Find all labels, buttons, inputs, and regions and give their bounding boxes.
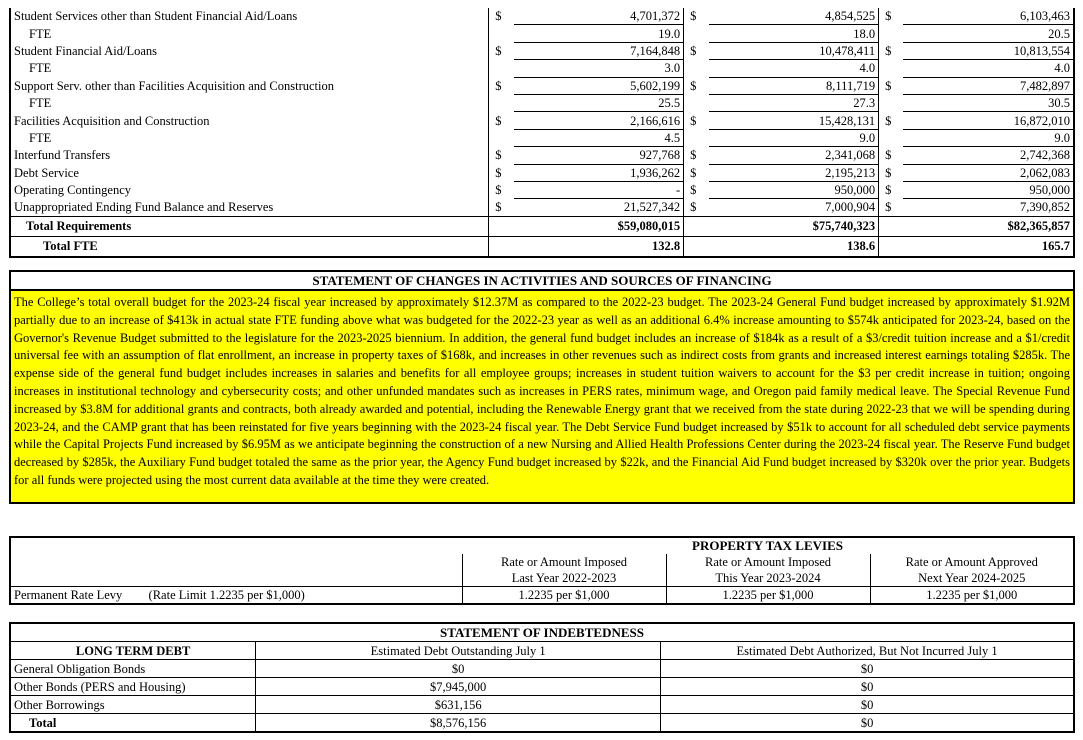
approved-2024-value: 2,742,368 xyxy=(903,147,1074,164)
total-requirements-value: $59,080,015 xyxy=(514,216,684,236)
adopted-2023-value: 4.0 xyxy=(709,60,879,77)
currency-symbol xyxy=(684,25,709,42)
spacer xyxy=(879,236,904,257)
levies-header-last-year-1: Rate or Amount Imposed xyxy=(462,554,666,570)
actual-2022-value: 19.0 xyxy=(514,25,684,42)
row-label: Unappropriated Ending Fund Balance and Reserves xyxy=(10,199,489,216)
approved-2024-value: 950,000 xyxy=(903,181,1074,198)
adopted-2023-value: 15,428,131 xyxy=(709,112,879,129)
approved-2024-value: 30.5 xyxy=(903,94,1074,111)
approved-2024-value: 4.0 xyxy=(903,60,1074,77)
currency-symbol: $ xyxy=(690,183,697,198)
row-label: Student Services other than Student Financial Aid/Loans xyxy=(10,8,489,25)
currency-symbol: $ xyxy=(495,165,502,180)
currency-symbol: $ xyxy=(885,148,892,163)
levies-row-name: Permanent Rate Levy xyxy=(14,588,123,602)
budget-line-row xyxy=(10,164,1074,181)
spacer xyxy=(879,216,904,236)
actual-2022-value: 927,768 xyxy=(514,147,684,164)
levies-value-last-year: 1.2235 per $1,000 xyxy=(462,587,666,605)
debt-total-label: Total xyxy=(10,714,256,733)
total-fte-value: 165.7 xyxy=(903,236,1074,257)
budget-line-row xyxy=(10,77,1074,94)
currency-symbol: $ xyxy=(690,165,697,180)
approved-2024-value: 6,103,463 xyxy=(903,8,1074,25)
levies-value-next-year: 1.2235 per $1,000 xyxy=(870,587,1074,605)
currency-symbol xyxy=(489,25,514,42)
currency-symbol xyxy=(879,60,904,77)
row-label: FTE xyxy=(10,129,489,146)
row-label: Interfund Transfers xyxy=(10,147,489,164)
budget-table xyxy=(9,8,1075,258)
debt-row-authorized: $0 xyxy=(661,696,1074,714)
actual-2022-value: 5,602,199 xyxy=(514,77,684,94)
actual-2022-value: 2,166,616 xyxy=(514,112,684,129)
adopted-2023-value: 2,195,213 xyxy=(709,164,879,181)
approved-2024-value: 9.0 xyxy=(903,129,1074,146)
currency-symbol xyxy=(684,94,709,111)
row-label: FTE xyxy=(10,25,489,42)
debt-total-outstanding: $8,576,156 xyxy=(256,714,661,733)
total-fte-label: Total FTE xyxy=(10,236,489,257)
adopted-2023-value: 10,478,411 xyxy=(709,42,879,59)
adopted-2023-value: 7,000,904 xyxy=(709,199,879,216)
debt-row-outstanding: $631,156 xyxy=(256,696,661,714)
actual-2022-value: - xyxy=(514,181,684,198)
currency-symbol xyxy=(489,60,514,77)
fte-row xyxy=(10,25,1074,42)
fte-row xyxy=(10,60,1074,77)
approved-2024-value: 2,062,083 xyxy=(903,164,1074,181)
budget-line-row xyxy=(10,42,1074,59)
debt-title: STATEMENT OF INDEBTEDNESS xyxy=(440,624,644,640)
actual-2022-value: 4,701,372 xyxy=(514,8,684,25)
currency-symbol xyxy=(489,129,514,146)
actual-2022-value: 7,164,848 xyxy=(514,42,684,59)
currency-symbol: $ xyxy=(885,43,892,58)
currency-symbol: $ xyxy=(885,78,892,93)
approved-2024-value: 20.5 xyxy=(903,25,1074,42)
row-label: Student Financial Aid/Loans xyxy=(10,42,489,59)
debt-header-long-term: LONG TERM DEBT xyxy=(10,642,256,660)
actual-2022-value: 4.5 xyxy=(514,129,684,146)
currency-symbol: $ xyxy=(885,165,892,180)
debt-row-label: Other Borrowings xyxy=(10,696,256,714)
levies-row-label xyxy=(10,587,462,605)
currency-symbol: $ xyxy=(690,200,697,215)
currency-symbol xyxy=(879,129,904,146)
currency-symbol: $ xyxy=(495,183,502,198)
currency-symbol: $ xyxy=(495,9,502,24)
spacer xyxy=(489,236,514,257)
total-fte-value: 138.6 xyxy=(709,236,879,257)
adopted-2023-value: 4,854,525 xyxy=(709,8,879,25)
currency-symbol: $ xyxy=(885,183,892,198)
row-label: Support Serv. other than Facilities Acquisition and Construction xyxy=(10,77,489,94)
fte-row xyxy=(10,129,1074,146)
levies-row-note: (Rate Limit 1.2235 per $1,000) xyxy=(148,588,305,602)
debt-row-authorized: $0 xyxy=(661,678,1074,696)
currency-symbol: $ xyxy=(495,78,502,93)
budget-line-row xyxy=(10,181,1074,198)
budget-line-row xyxy=(10,8,1074,25)
currency-symbol xyxy=(684,60,709,77)
approved-2024-value: 10,813,554 xyxy=(903,42,1074,59)
actual-2022-value: 21,527,342 xyxy=(514,199,684,216)
budget-line-row xyxy=(10,112,1074,129)
adopted-2023-value: 2,341,068 xyxy=(709,147,879,164)
adopted-2023-value: 9.0 xyxy=(709,129,879,146)
spacer xyxy=(684,236,709,257)
spacer xyxy=(684,216,709,236)
fte-row xyxy=(10,94,1074,111)
currency-symbol: $ xyxy=(885,113,892,128)
currency-symbol: $ xyxy=(690,148,697,163)
statement-of-indebtedness-table xyxy=(9,622,1075,733)
row-label: Facilities Acquisition and Construction xyxy=(10,112,489,129)
currency-symbol: $ xyxy=(495,148,502,163)
debt-row-label: General Obligation Bonds xyxy=(10,660,256,678)
currency-symbol: $ xyxy=(690,9,697,24)
property-tax-levies-table xyxy=(9,536,1075,605)
budget-line-row xyxy=(10,147,1074,164)
actual-2022-value: 25.5 xyxy=(514,94,684,111)
adopted-2023-value: 8,111,719 xyxy=(709,77,879,94)
debt-row-label: Other Bonds (PERS and Housing) xyxy=(10,678,256,696)
currency-symbol: $ xyxy=(495,113,502,128)
debt-row-outstanding: $7,945,000 xyxy=(256,678,661,696)
levies-title: PROPERTY TAX LEVIES xyxy=(692,538,843,553)
currency-symbol: $ xyxy=(495,43,502,58)
debt-header-authorized: Estimated Debt Authorized, But Not Incurred July 1 xyxy=(661,642,1074,660)
approved-2024-value: 7,390,852 xyxy=(903,199,1074,216)
levies-header-last-year-2: Last Year 2022-2023 xyxy=(462,570,666,587)
total-requirements-row xyxy=(10,216,1074,236)
levies-header-this-year-1: Rate or Amount Imposed xyxy=(666,554,870,570)
row-label: FTE xyxy=(10,94,489,111)
levies-header-next-year-1: Rate or Amount Approved xyxy=(870,554,1074,570)
adopted-2023-value: 18.0 xyxy=(709,25,879,42)
debt-total-authorized: $0 xyxy=(661,714,1074,733)
currency-symbol xyxy=(879,25,904,42)
approved-2024-value: 7,482,897 xyxy=(903,77,1074,94)
actual-2022-value: 1,936,262 xyxy=(514,164,684,181)
total-fte-row xyxy=(10,236,1074,257)
levies-blank xyxy=(10,537,462,587)
total-fte-value: 132.8 xyxy=(514,236,684,257)
currency-symbol: $ xyxy=(690,43,697,58)
approved-2024-value: 16,872,010 xyxy=(903,112,1074,129)
row-label: Operating Contingency xyxy=(10,181,489,198)
actual-2022-value: 3.0 xyxy=(514,60,684,77)
row-label: Debt Service xyxy=(10,164,489,181)
adopted-2023-value: 27.3 xyxy=(709,94,879,111)
adopted-2023-value: 950,000 xyxy=(709,181,879,198)
total-requirements-value: $82,365,857 xyxy=(903,216,1074,236)
debt-row-authorized: $0 xyxy=(661,660,1074,678)
currency-symbol xyxy=(489,94,514,111)
currency-symbol: $ xyxy=(495,200,502,215)
total-requirements-value: $75,740,323 xyxy=(709,216,879,236)
currency-symbol: $ xyxy=(690,78,697,93)
currency-symbol xyxy=(684,129,709,146)
currency-symbol: $ xyxy=(885,200,892,215)
spacer xyxy=(489,216,514,236)
row-label: FTE xyxy=(10,60,489,77)
debt-row-outstanding: $0 xyxy=(256,660,661,678)
currency-symbol xyxy=(879,94,904,111)
changes-title: STATEMENT OF CHANGES IN ACTIVITIES AND SOURCES OF FINANCING xyxy=(11,272,1073,291)
currency-symbol: $ xyxy=(690,113,697,128)
levies-header-next-year-2: Next Year 2024-2025 xyxy=(870,570,1074,587)
levies-header-this-year-2: This Year 2023-2024 xyxy=(666,570,870,587)
budget-line-row xyxy=(10,199,1074,216)
debt-header-outstanding: Estimated Debt Outstanding July 1 xyxy=(256,642,661,660)
statement-of-changes xyxy=(9,270,1075,504)
levies-value-this-year: 1.2235 per $1,000 xyxy=(666,587,870,605)
currency-symbol: $ xyxy=(885,9,892,24)
changes-text: The College’s total overall budget for the 2023-24 fiscal year increased by approximately $12.37M as compared to the 2022-23 budget. The 2023-24 General Fund budget increased by approximately $1.92M partially due to an increase of $413k in actual state FTE funding above what was budgeted for the 2022-23 year as well as an additional 6.4% increase amounting to $574k anticipated for 2023-24, based on the Governor's Revenue Budget submitted to the legislature for the 2023-2025 biennium. In addition, the general fund budget includes an increase of $184k as a result of a $3/credit tuition increase and a $1/credit universal fee with an assumption of flat enrollment, an increase in property taxes of $168k, and increases in other revenues such as indirect costs from grants and increased interest earnings totaling $285k. The expense side of the general fund budget includes increases in salaries and benefits for all employee groups; increases in student tuition waivers to account for the $3 per credit increase in tuition; ongoing increases in institutional technology and cybersecurity costs; and other unfunded mandates such as increases in PERS rates, minimum wage, and Oregon paid family medical leave. The Special Revenue Fund increased by $3.8M for additional grants and contracts, both already awarded and potential, including the Renewable Energy grant that we received from the state during 2022-23 that we will be spending during 2023-24, and the CAMP grant that has been reinstated for five years beginning with the 2023-24 fiscal year. The Debt Service Fund budget increased by $51k to account for all scheduled debt service payments while the Capital Projects Fund increased by $6.95M as we anticipate beginning the construction of a new Nursing and Allied Health Professions Center during the 2023-24 fiscal year. The Reserve Fund budget decreased by $285k, the Auxiliary Fund budget totaled the same as the prior year, the Agency Fund budget increased by $22k, and the Financial Aid Fund budget increased by $320k over the prior year. Budgets for all funds were projected using the most current data available at the time they were created. xyxy=(14,295,1070,487)
total-requirements-label: Total Requirements xyxy=(10,216,489,236)
